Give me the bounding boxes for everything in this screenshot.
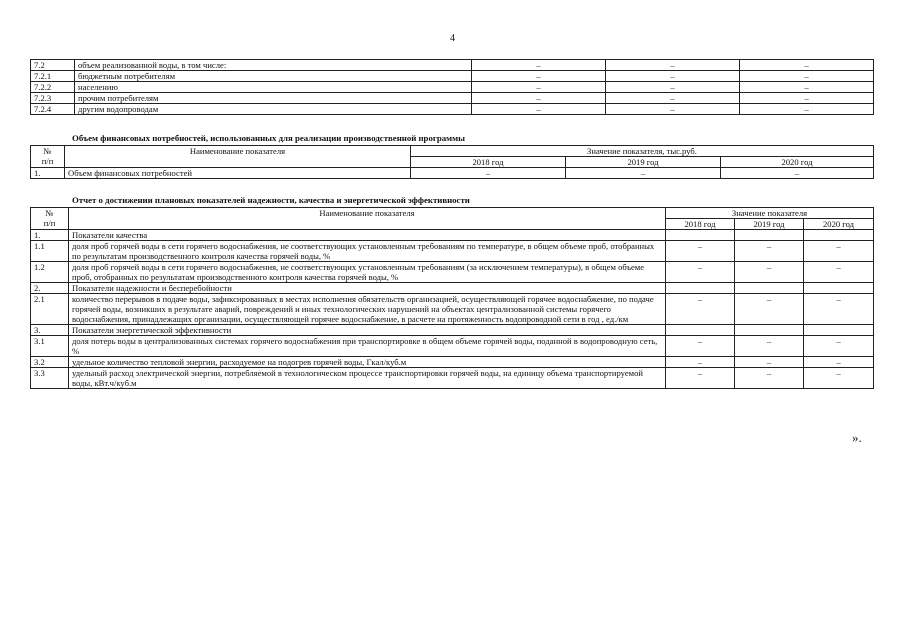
page-number: 4 xyxy=(450,33,455,44)
row-value: – xyxy=(472,93,606,104)
row-number: 1.2 xyxy=(31,262,69,283)
row-value xyxy=(735,230,804,241)
row-value: – xyxy=(666,336,735,357)
row-number: 7.2.3 xyxy=(31,93,75,104)
header-year: 2018 год xyxy=(411,157,566,168)
row-value: – xyxy=(735,294,804,325)
header-value: Значение показателя, тыс.руб. xyxy=(411,146,874,157)
closing-mark: ». xyxy=(852,430,862,445)
sales-volume-table xyxy=(30,59,874,115)
row-name: бюджетным потребителям xyxy=(75,71,472,82)
row-value: – xyxy=(740,104,874,115)
row-value: – xyxy=(411,168,566,179)
row-value xyxy=(666,230,735,241)
row-value xyxy=(735,325,804,336)
header-year: 2020 год xyxy=(804,219,874,230)
row-value: – xyxy=(472,71,606,82)
table-row xyxy=(31,294,874,325)
table-row xyxy=(31,82,874,93)
row-number: 3. xyxy=(31,325,69,336)
row-value: – xyxy=(606,104,740,115)
row-number: 2.1 xyxy=(31,294,69,325)
row-name: прочим потребителям xyxy=(75,93,472,104)
performance-report-table xyxy=(30,207,874,389)
row-name: объем реализованной воды, в том числе: xyxy=(75,60,472,71)
row-value: – xyxy=(804,241,874,262)
table-row xyxy=(31,60,874,71)
financial-needs-table xyxy=(30,145,874,179)
row-value xyxy=(666,283,735,294)
row-name: Объем финансовых потребностей xyxy=(65,168,411,179)
header-name: Наименование показателя xyxy=(65,146,411,168)
row-value: – xyxy=(666,357,735,368)
table-row xyxy=(31,168,874,179)
row-name: другим водопроводам xyxy=(75,104,472,115)
row-name: удельное количество тепловой энергии, расходуемое на подогрев горячей воды, Гкал/куб.м xyxy=(69,357,666,368)
row-number: 7.2 xyxy=(31,60,75,71)
row-name: Показатели энергетической эффективности xyxy=(69,325,666,336)
header-value: Значение показателя xyxy=(666,208,874,219)
table-row xyxy=(31,241,874,262)
row-value: – xyxy=(740,82,874,93)
row-value: – xyxy=(735,336,804,357)
row-value: – xyxy=(740,60,874,71)
row-name: Показатели качества xyxy=(69,230,666,241)
row-value xyxy=(735,283,804,294)
row-value: – xyxy=(606,82,740,93)
row-number: 3.1 xyxy=(31,336,69,357)
row-value: – xyxy=(804,294,874,325)
row-value: – xyxy=(804,357,874,368)
row-name: удельный расход электрической энергии, потребляемой в технологическом процессе транспортировки горячей воды, на единицу объема транспортируемой воды, кВт.ч/куб.м xyxy=(69,368,666,389)
row-name: доля потерь воды в централизованных системах горячего водоснабжения при транспортировке в общем объеме горячей воды, поданной в водопроводную сеть, % xyxy=(69,336,666,357)
row-value: – xyxy=(740,71,874,82)
header-name: Наименование показателя xyxy=(69,208,666,230)
row-value xyxy=(804,283,874,294)
row-number: 7.2.1 xyxy=(31,71,75,82)
header-year: 2018 год xyxy=(666,219,735,230)
financial-needs-caption: Объем финансовых потребностей, использованных для реализации производственной программы xyxy=(72,133,465,143)
row-number: 3.2 xyxy=(31,357,69,368)
row-number: 3.3 xyxy=(31,368,69,389)
row-value: – xyxy=(740,93,874,104)
row-name: доля проб горячей воды в сети горячего водоснабжения, не соответствующих установленным требованиям (за исключением температуры), в общем объеме проб, отобранных по результатам производственного контроля качества горячей воды, % xyxy=(69,262,666,283)
row-value: – xyxy=(735,368,804,389)
row-name: населению xyxy=(75,82,472,93)
performance-report-caption: Отчет о достижении плановых показателей надежности, качества и энергетической эффективности xyxy=(72,195,470,205)
row-value: – xyxy=(804,336,874,357)
header-year: 2019 год xyxy=(566,157,721,168)
table-row xyxy=(31,71,874,82)
row-value xyxy=(804,230,874,241)
header-num: № п/п xyxy=(31,146,65,168)
row-value: – xyxy=(606,71,740,82)
table-row xyxy=(31,357,874,368)
row-value: – xyxy=(606,60,740,71)
header-year: 2020 год xyxy=(721,157,874,168)
row-number: 7.2.2 xyxy=(31,82,75,93)
row-value: – xyxy=(666,294,735,325)
row-value: – xyxy=(735,357,804,368)
row-value: – xyxy=(804,262,874,283)
row-number: 1. xyxy=(31,168,65,179)
row-number: 7.2.4 xyxy=(31,104,75,115)
table-row xyxy=(31,262,874,283)
table-row xyxy=(31,104,874,115)
table-row xyxy=(31,283,874,294)
row-value: – xyxy=(721,168,874,179)
row-value: – xyxy=(472,60,606,71)
table-row xyxy=(31,325,874,336)
row-name: Показатели надежности и бесперебойности xyxy=(69,283,666,294)
row-value: – xyxy=(606,93,740,104)
table-row xyxy=(31,336,874,357)
table-row xyxy=(31,368,874,389)
row-value: – xyxy=(472,104,606,115)
row-value: – xyxy=(666,241,735,262)
row-value: – xyxy=(804,368,874,389)
header-year: 2019 год xyxy=(735,219,804,230)
row-number: 2. xyxy=(31,283,69,294)
row-name: доля проб горячей воды в сети горячего водоснабжения, не соответствующих установленным требованиям по температуре, в общем объеме проб, отобранных по результатам производственного контроля качества горячей воды, % xyxy=(69,241,666,262)
row-value: – xyxy=(666,262,735,283)
row-number: 1.1 xyxy=(31,241,69,262)
table-row xyxy=(31,93,874,104)
row-value xyxy=(666,325,735,336)
row-number: 1. xyxy=(31,230,69,241)
row-name: количество перерывов в подаче воды, зафиксированных в местах исполнения обязательств организацией, осуществляющей горячее водоснабжение, по подаче горячей воды, возникших в результате аварий, повреждений и иных технологических нарушений на объектах централизованной системы горячего водоснабжения, принадлежащих организации, осуществляющей горячее водоснабжение, в расчете на протяженность водопроводной сети в год , ед./км xyxy=(69,294,666,325)
row-value: – xyxy=(666,368,735,389)
header-num: № п/п xyxy=(31,208,69,230)
row-value: – xyxy=(735,241,804,262)
row-value: – xyxy=(735,262,804,283)
table-row xyxy=(31,230,874,241)
row-value: – xyxy=(566,168,721,179)
row-value xyxy=(804,325,874,336)
row-value: – xyxy=(472,82,606,93)
